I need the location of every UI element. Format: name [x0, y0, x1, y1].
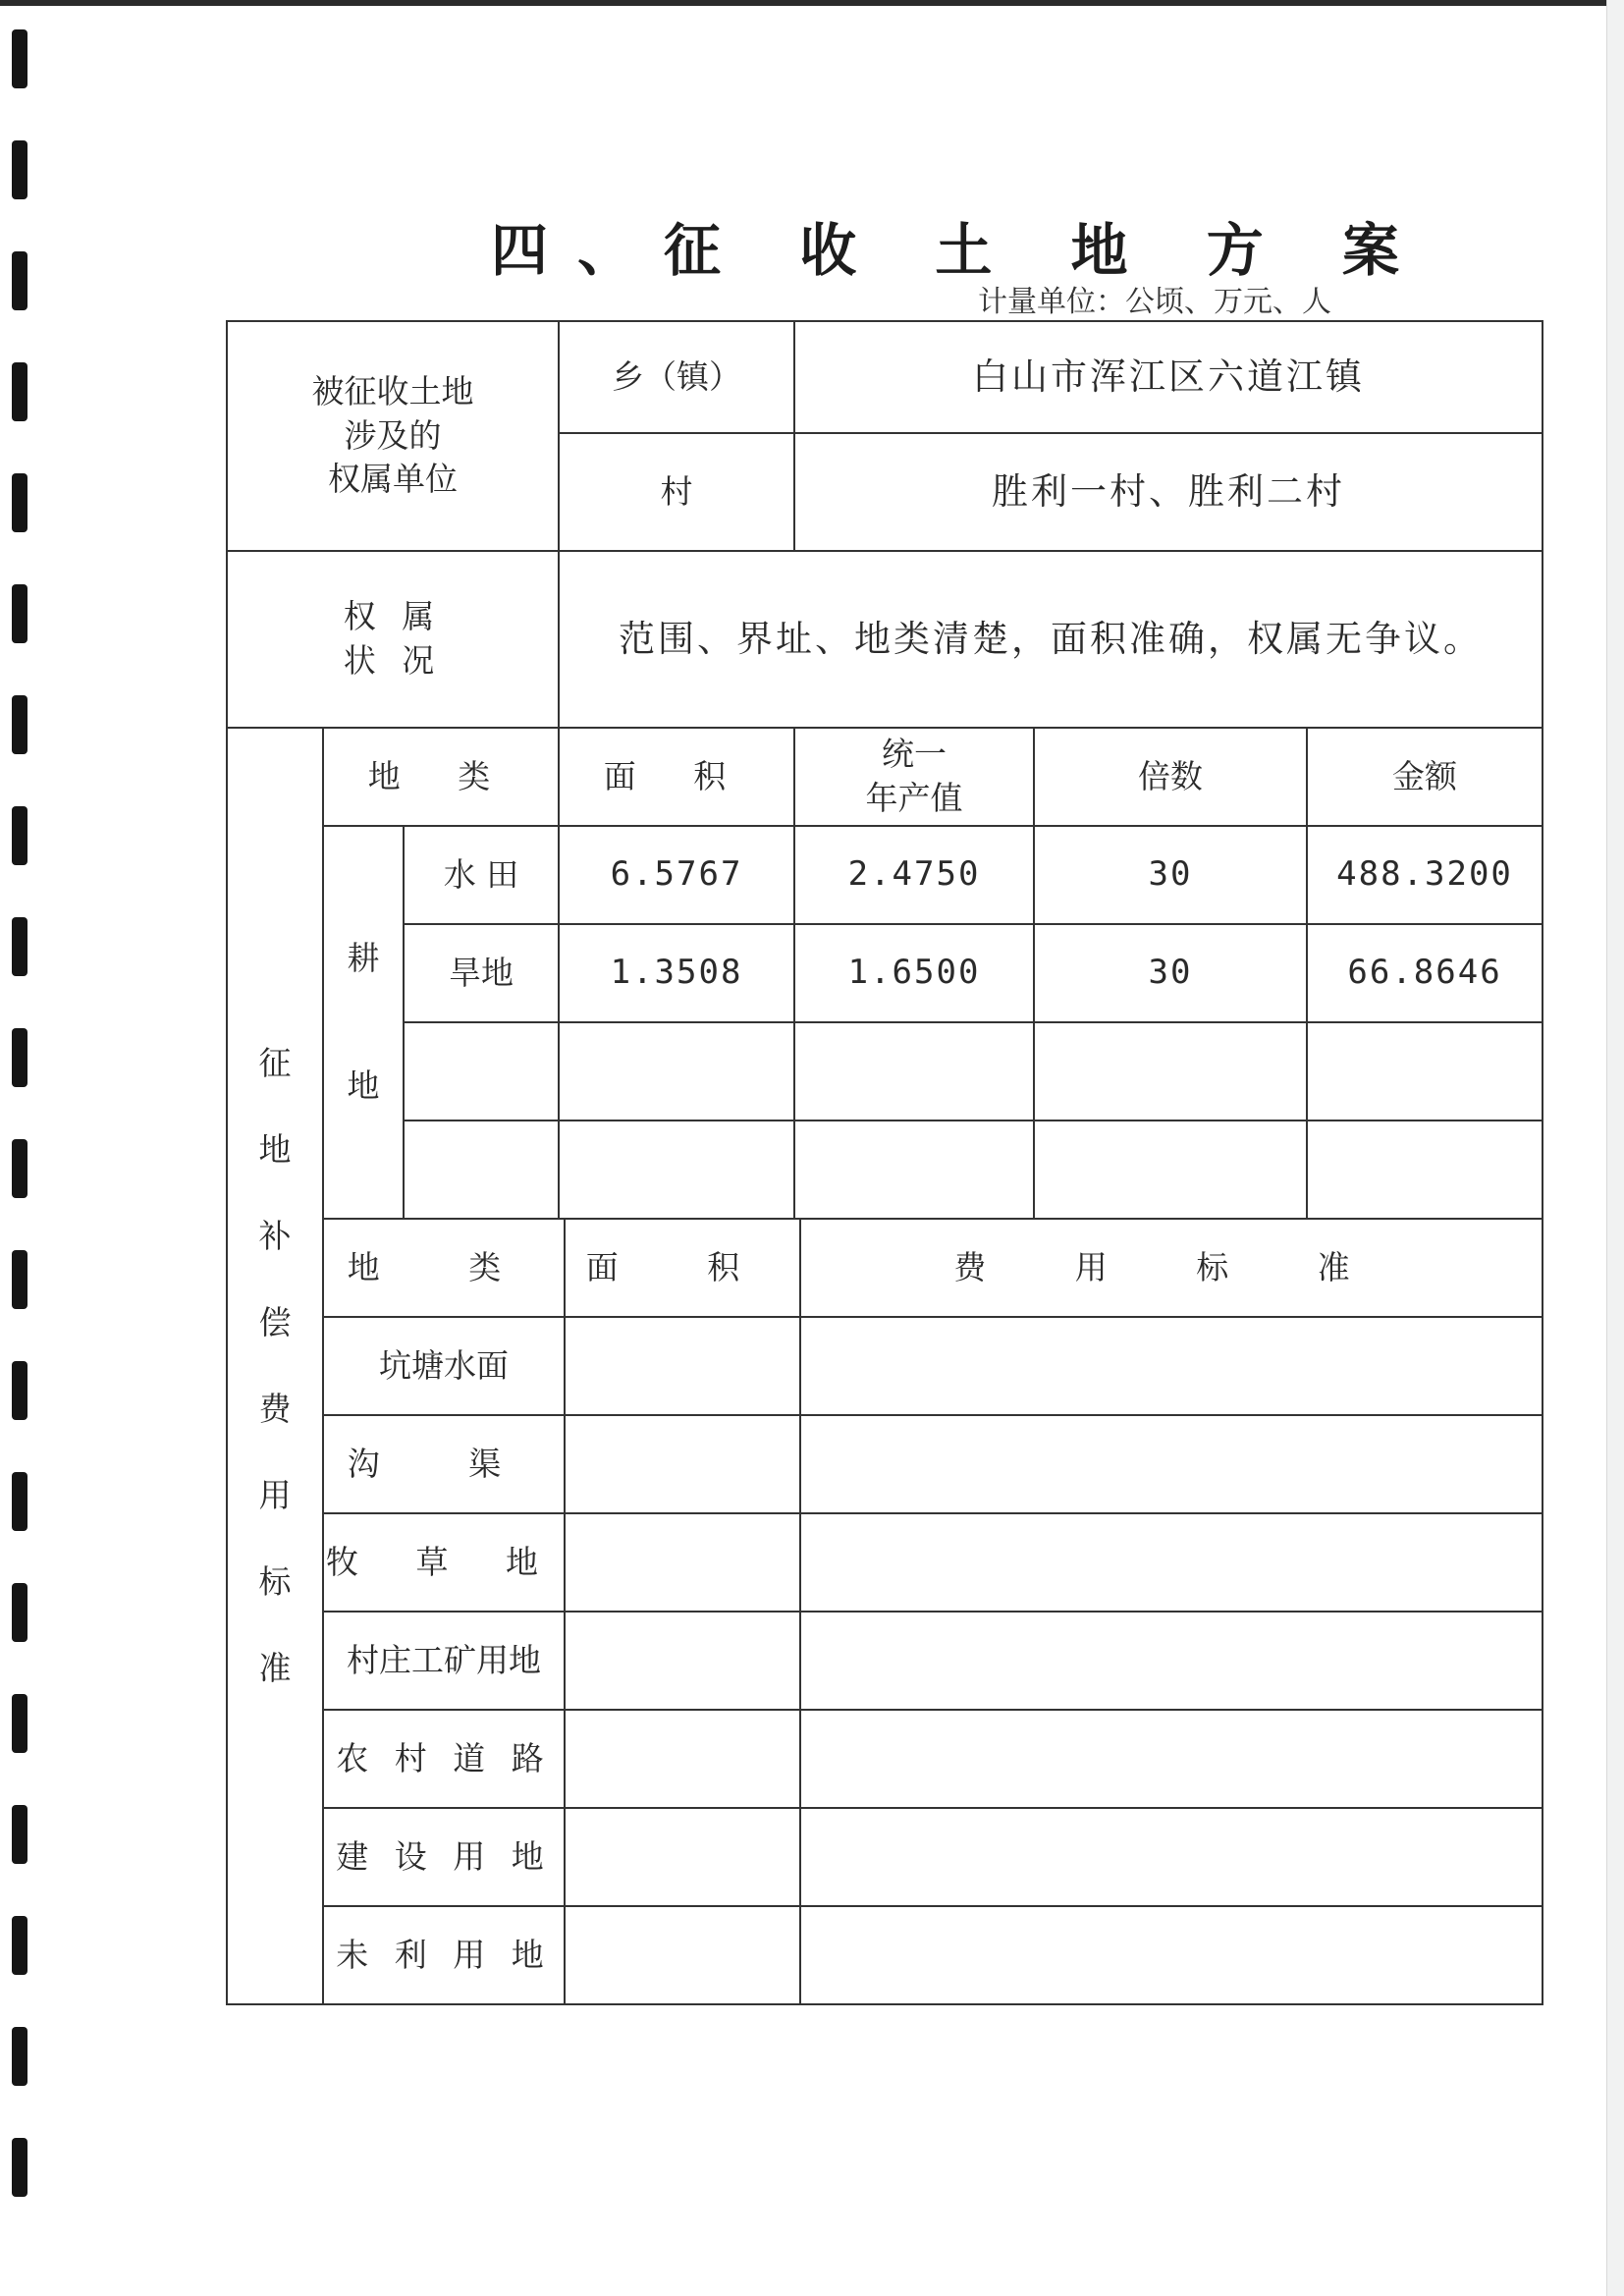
other-land-standard: [800, 1415, 1543, 1513]
other-land-row: [227, 1710, 1543, 1808]
other-land-row: [227, 1317, 1543, 1415]
binding-hole: [12, 1028, 27, 1087]
binding-hole: [12, 140, 27, 199]
other-land-area: [565, 1317, 800, 1415]
binding-hole: [12, 29, 27, 88]
ownership-status-label: 权 属 状 况: [227, 551, 559, 728]
other-land-type: 建 设 用 地: [323, 1808, 565, 1906]
other-land-type: 未 利 用 地: [323, 1906, 565, 2004]
other-land-standard: [800, 1906, 1543, 2004]
header-annual-output: 统一 年产值: [794, 728, 1034, 826]
cultivated-output: 1.6500: [794, 924, 1034, 1022]
other-land-row: [227, 1612, 1543, 1710]
other-land-area: [565, 1710, 800, 1808]
village-value: 胜利一村、胜利二村: [794, 433, 1543, 551]
cultivated-multiple: [1034, 1121, 1307, 1219]
binding-hole: [12, 473, 27, 532]
binding-hole: [12, 2027, 27, 2086]
other-land-type: 坑塘水面: [323, 1317, 565, 1415]
other-land-row: [227, 1415, 1543, 1513]
header2-land-type: 地 类: [323, 1219, 565, 1317]
cultivated-output: 2.4750: [794, 826, 1034, 924]
page-title: 四、征 收 土 地 方 案: [491, 217, 1429, 284]
other-land-row: [227, 1513, 1543, 1612]
ownership-unit-label: 被征收土地 涉及的 权属单位: [227, 321, 559, 551]
village-label: 村: [559, 433, 794, 551]
cultivated-row: [227, 826, 1543, 924]
binding-hole: [12, 362, 27, 421]
binding-holes: [8, 0, 37, 2296]
binding-hole: [12, 1916, 27, 1975]
cultivated-area: 1.3508: [559, 924, 794, 1022]
other-land-type: 沟 渠: [323, 1415, 565, 1513]
header-multiple: 倍数: [1034, 728, 1307, 826]
other-land-standard: [800, 1513, 1543, 1612]
other-land-row: [227, 1906, 1543, 2004]
cultivated-output: [794, 1121, 1034, 1219]
binding-hole: [12, 584, 27, 643]
binding-hole: [12, 1139, 27, 1198]
other-land-area: [565, 1906, 800, 2004]
cultivated-output: [794, 1022, 1034, 1121]
other-land-type: 牧 草 地: [323, 1513, 565, 1612]
cultivated-land-label: 耕地: [323, 826, 404, 1219]
measurement-unit: 计量单位：公顷、万元、人: [978, 285, 1331, 319]
cultivated-type: [404, 1022, 559, 1121]
binding-hole: [12, 1472, 27, 1531]
cultivated-multiple: 30: [1034, 924, 1307, 1022]
binding-hole: [12, 251, 27, 310]
cultivated-type: 旱地: [404, 924, 559, 1022]
cultivated-amount: 488.3200: [1307, 826, 1543, 924]
cultivated-multiple: [1034, 1022, 1307, 1121]
other-land-standard: [800, 1808, 1543, 1906]
cultivated-amount: 66.8646: [1307, 924, 1543, 1022]
other-land-type: 农 村 道 路: [323, 1710, 565, 1808]
binding-hole: [12, 1250, 27, 1309]
cultivated-multiple: 30: [1034, 826, 1307, 924]
ownership-status-row: [227, 551, 1543, 728]
township-value: 白山市浑江区六道江镇: [794, 321, 1543, 433]
cultivated-type: 水 田: [404, 826, 559, 924]
compensation-standard-label: 征地补偿费用标准: [227, 728, 323, 2004]
township-label: 乡（镇）: [559, 321, 794, 433]
other-land-area: [565, 1808, 800, 1906]
other-land-type: 村庄工矿用地: [323, 1612, 565, 1710]
township-row: [227, 321, 1543, 433]
header-amount: 金额: [1307, 728, 1543, 826]
cultivated-row: [227, 1121, 1543, 1219]
header-land-type: 地 类: [323, 728, 559, 826]
compensation-header-row: [227, 728, 1543, 826]
cultivated-area: [559, 1022, 794, 1121]
cultivated-area: 6.5767: [559, 826, 794, 924]
binding-hole: [12, 695, 27, 754]
cultivated-area: [559, 1121, 794, 1219]
scan-top-edge: [0, 0, 1624, 6]
cultivated-type: [404, 1121, 559, 1219]
binding-hole: [12, 2138, 27, 2197]
ownership-status-value: 范围、界址、地类清楚，面积准确，权属无争议。: [559, 551, 1543, 728]
header-area: 面 积: [559, 728, 794, 826]
header2-fee-standard: 费 用 标 准: [800, 1219, 1543, 1317]
other-land-standard: [800, 1710, 1543, 1808]
other-land-standard: [800, 1612, 1543, 1710]
other-land-row: [227, 1808, 1543, 1906]
cultivated-amount: [1307, 1022, 1543, 1121]
other-land-area: [565, 1513, 800, 1612]
cultivated-row: [227, 924, 1543, 1022]
binding-hole: [12, 917, 27, 976]
land-acquisition-table: [226, 320, 1543, 2005]
binding-hole: [12, 806, 27, 865]
binding-hole: [12, 1583, 27, 1642]
cultivated-amount: [1307, 1121, 1543, 1219]
cultivated-row: [227, 1022, 1543, 1121]
binding-hole: [12, 1694, 27, 1753]
other-header-row: [227, 1219, 1543, 1317]
other-land-standard: [800, 1317, 1543, 1415]
binding-hole: [12, 1361, 27, 1420]
header2-area: 面 积: [565, 1219, 800, 1317]
page-right-edge: [1606, 0, 1624, 2296]
other-land-area: [565, 1612, 800, 1710]
binding-hole: [12, 1805, 27, 1864]
other-land-area: [565, 1415, 800, 1513]
